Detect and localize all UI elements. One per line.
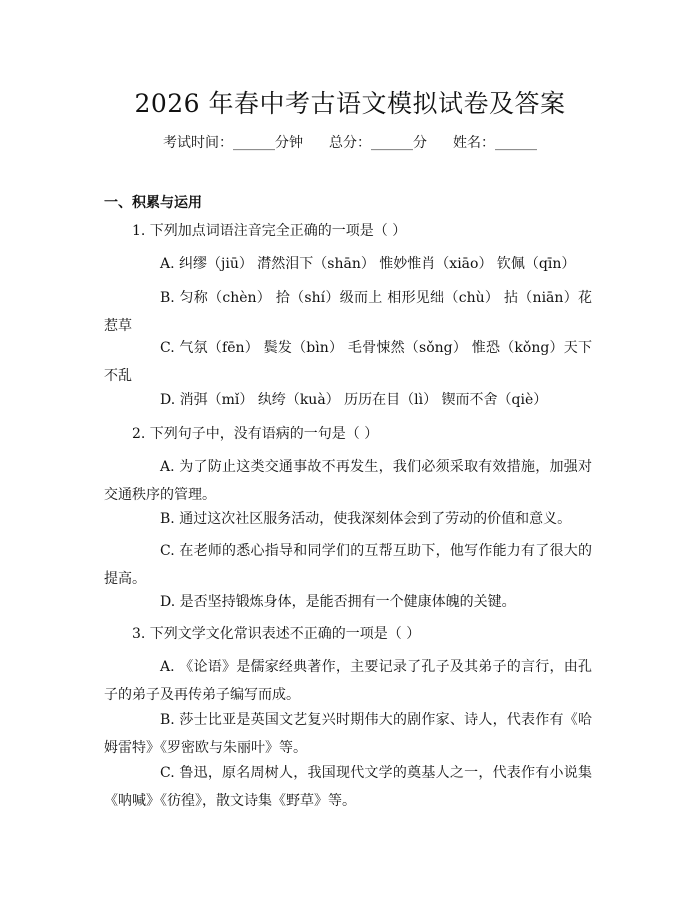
student-name-field: 姓名：______ <box>453 135 537 151</box>
question-3-option-a: A. 《论语》是儒家经典著作，主要记录了孔子及其弟子的言行，由孔子的弟子及再传弟子编写而成。 <box>104 659 592 703</box>
question-2-option-c: C. 在老师的悉心指导和同学们的互帮互助下，他写作能力有了很大的提高。 <box>104 543 592 587</box>
question-2-stem: 2. 下列句子中，没有语病的一句是（ ） <box>132 426 379 442</box>
question-2-option-a: A. 为了防止这类交通事故不再发生，我们必须采取有效措施，加强对交通秩序的管理。 <box>104 459 592 503</box>
total-score-field: 总分：______分 <box>329 135 427 151</box>
question-2-option-b: B. 通过这次社区服务活动，使我深刻体会到了劳动的价值和意义。 <box>160 511 572 527</box>
question-1-option-c: C. 气氛（fēn） 鬓发（bìn） 毛骨悚然（sǒng） 惟恐（kǒng）天下不乱 <box>104 340 592 384</box>
question-3-option-c: C. 鲁迅，原名周树人，我国现代文学的奠基人之一，代表作有小说集《呐喊》《彷徨》，散文诗集《野草》等。 <box>104 765 592 809</box>
exam-time-field: 考试时间：______分钟 <box>163 135 303 151</box>
question-3-stem: 3. 下列文学文化常识表述不正确的一项是（ ） <box>132 626 421 642</box>
question-2-option-d: D. 是否坚持锻炼身体，是能否拥有一个健康体魄的关键。 <box>160 594 516 610</box>
section-heading: 一、积累与运用 <box>104 195 202 211</box>
question-1-option-a: A. 纠缪（jiū） 潸然泪下（shān） 惟妙惟肖（xiāo） 钦佩（qīn） <box>160 256 576 272</box>
question-1-option-b: B. 匀称（chèn） 拾（shí）级而上 相形见绌（chù） 拈（niān）花惹草 <box>104 290 592 334</box>
exam-title: 2026 年春中考古语文模拟试卷及答案 <box>134 89 566 118</box>
question-1-stem: 1. 下列加点词语注音完全正确的一项是（ ） <box>132 223 407 239</box>
question-3-option-b: B. 莎士比亚是英国文艺复兴时期伟大的剧作家、诗人，代表作有《哈姆雷特》《罗密欧与朱丽叶》等。 <box>104 712 592 756</box>
question-1-option-d: D. 消弭（mǐ） 纨绔（kuà） 历历在目（lì） 锲而不舍（qiè） <box>160 392 548 408</box>
exam-info-line <box>0 132 700 152</box>
